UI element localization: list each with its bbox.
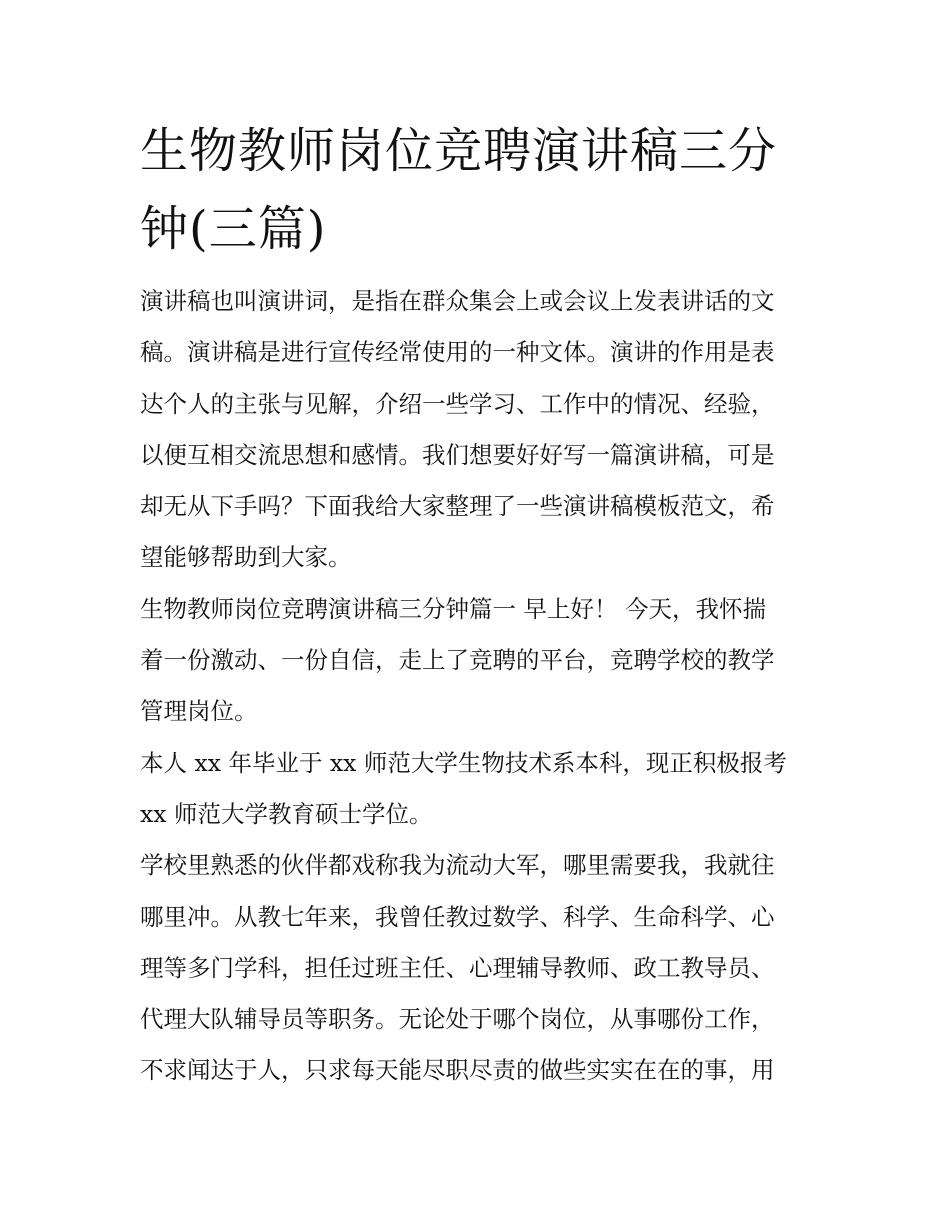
title-line: 钟(三篇): [140, 201, 327, 257]
paragraph-line: 不求闻达于人，只求每天能尽职尽责的做些实实在在的事，用: [140, 1056, 775, 1085]
paragraph-line: 达个人的主张与见解，介绍一些学习、工作中的情况、经验，: [140, 389, 775, 418]
document-body: [140, 276, 820, 1097]
paragraph-line: 却无从下手吗？下面我给大家整理了一些演讲稿模板范文，希: [140, 492, 775, 521]
paragraph-line: 学校里熟悉的伙伴都戏称我为流动大军，哪里需要我，我就往: [140, 851, 775, 880]
paragraph-line: 着一份激动、一份自信，走上了竞聘的平台，竞聘学校的教学: [140, 646, 775, 675]
paragraph-line: 哪里冲。从教七年来，我曾任教过数学、科学、生命科学、心: [140, 902, 775, 931]
paragraph-line: 管理岗位。: [140, 697, 258, 726]
paragraph-line: 本人 xx 年毕业于 xx 师范大学生物技术系本科，现正积极报考: [140, 748, 787, 777]
paragraph-line: 生物教师岗位竞聘演讲稿三分钟篇一 早上好！ 今天，我怀揣: [140, 594, 766, 623]
paragraph-line: 以便互相交流思想和感情。我们想要好好写一篇演讲稿，可是: [140, 440, 775, 469]
paragraph-line: 代理大队辅导员等职务。无论处于哪个岗位，从事哪份工作，: [140, 1005, 775, 1034]
paragraph-line: 望能够帮助到大家。: [140, 543, 352, 572]
document-title: [140, 112, 820, 268]
paragraph-line: 稿。演讲稿是进行宣传经常使用的一种文体。演讲的作用是表: [140, 338, 775, 367]
paragraph-line: 演讲稿也叫演讲词，是指在群众集会上或会议上发表讲话的文: [140, 287, 775, 315]
title-line: 生物教师岗位竞聘演讲稿三分: [140, 123, 778, 179]
paragraph-line: 理等多门学科，担任过班主任、心理辅导教师、政工教导员、: [140, 953, 775, 982]
paragraph-line: xx 师范大学教育硕士学位。: [140, 799, 433, 828]
